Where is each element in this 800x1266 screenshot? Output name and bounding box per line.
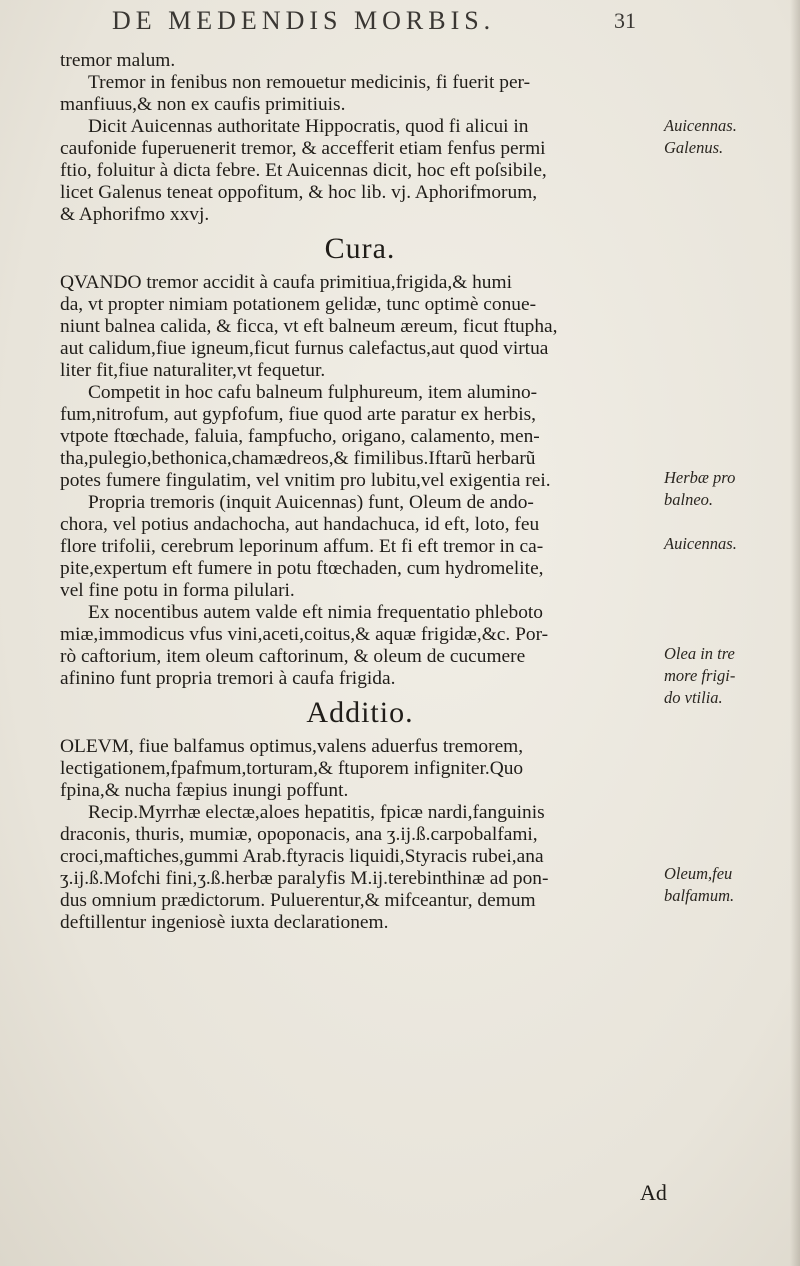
text-line: tha,pulegio,bethonica,chamædreos,& fimilibus.Iftarũ herbarũ [60, 448, 536, 469]
margin-note: Oleum,feu [664, 864, 733, 883]
text-line: rò caftorium, item oleum caftorinum, & oleum de cucumere [60, 646, 526, 667]
text-line: Dicit Auicennas authoritate Hippocratis, quod fi alicui in [88, 116, 529, 137]
page-edge-shadow [790, 0, 800, 1266]
margin-note: Auicennas. [664, 534, 737, 553]
margin-note: Auicennas. [664, 116, 737, 135]
text-line: potes fumere fingulatim, vel vnitim pro lubitu,vel exigentia rei. [60, 470, 551, 491]
text-line: manfiuus,& non ex caufis primitiuis. [60, 94, 346, 115]
text-line: Ex nocentibus autem valde eft nimia frequentatio phleboto [88, 602, 543, 623]
text-line: liter fit,fiue naturaliter,vt fequetur. [60, 360, 326, 381]
running-title: DE MEDENDIS MORBIS. [112, 6, 496, 35]
text-line: draconis, thuris, mumiæ, opoponacis, ana ʒ.ij.ß.carpobalfami, [60, 824, 538, 845]
text-line: croci,maftiches,gummi Arab.ftyracis liquidi,Styracis rubei,ana [60, 846, 544, 867]
text-line: OLEVM, fiue balfamus optimus,valens aduerfus tremorem, [60, 736, 524, 757]
text-line: dus omnium prædictorum. Puluerentur,& mifceantur, demum [60, 890, 536, 911]
margin-note: balneo. [664, 490, 714, 509]
text-line: Competit in hoc cafu balneum fulphureum, item alumino- [88, 382, 538, 403]
text-line: fum,nitrofum, aut gypfofum, fiue quod arte paratur ex herbis, [60, 404, 537, 425]
section-heading-additio: Additio. [306, 696, 414, 729]
text-line: deftillentur ingeniosè iuxta declarationem. [60, 912, 389, 933]
text-line: & Aphorifmo xxvj. [60, 204, 210, 225]
text-line: Propria tremoris (inquit Auicennas) funt, Oleum de ando- [88, 492, 534, 513]
main-text [60, 50, 660, 934]
page-number: 31 [614, 8, 636, 33]
text-line: ftio, foluitur à dicta febre. Et Auicennas dicit, hoc eft poſsibile, [60, 160, 547, 181]
text-line: licet Galenus teneat oppofitum, & hoc lib. vj. Aphorifmorum, [60, 182, 538, 203]
text-line: aut calidum,fiue igneum,ficut furnus calefactus,aut quod virtua [60, 338, 549, 359]
text-line: miæ,immodicus vfus vini,aceti,coitus,& aquæ frigidæ,&c. Por- [60, 624, 549, 645]
text-line: Tremor in fenibus non remouetur medicinis, fi fuerit per- [88, 72, 531, 93]
text-line: QVANDO tremor accidit à caufa primitiua,frigida,& humi [60, 272, 512, 293]
text-line: vtpote ftœchade, faluia, fampfucho, origano, calamento, men- [60, 426, 540, 447]
text-line: flore trifolii, cerebrum leporinum affum. Et fi eft tremor in ca- [60, 536, 544, 557]
text-line: chora, vel potius andachocha, aut handachuca, id eft, loto, feu [60, 514, 540, 535]
text-line: caufonide fuperuenerit tremor, & accefferit etiam fenfus permi [60, 138, 546, 159]
margin-note: balfamum. [664, 886, 735, 905]
text-line: fpina,& nucha fæpius inungi poffunt. [60, 780, 349, 801]
text-line: Recip.Myrrhæ electæ,aloes hepatitis, fpicæ nardi,fanguinis [88, 802, 545, 823]
margin-note: more frigi- [664, 666, 736, 685]
text-line: tremor malum. [60, 50, 176, 71]
text-line: vel fine potu in forma pilulari. [60, 580, 295, 601]
catchword: Ad [640, 1180, 667, 1205]
margin-note: Herbæ pro [664, 468, 736, 487]
text-line: niunt balnea calida, & ficca, vt eft balneum æreum, ficut ftupha, [60, 316, 558, 337]
page-header [112, 6, 672, 42]
margin-note: Galenus. [664, 138, 724, 157]
text-line: ʒ.ij.ß.Mofchi fini,ʒ.ß.herbæ paralyfis M.ij.terebinthinæ ad pon- [60, 868, 549, 889]
margin-note: Olea in tre [664, 644, 735, 663]
text-line: lectigationem,fpafmum,torturam,& ftuporem infigniter.Quo [60, 758, 524, 779]
text-line: pite,expertum eft fumere in potu ftœchaden, cum hydromelite, [60, 558, 544, 579]
section-heading-cura: Cura. [324, 232, 396, 265]
text-line: da, vt propter nimiam potationem gelidæ, tunc optimè conue- [60, 294, 537, 315]
text-line: afinino funt propria tremori à caufa frigida. [60, 668, 396, 689]
margin-note: do vtilia. [664, 688, 723, 707]
